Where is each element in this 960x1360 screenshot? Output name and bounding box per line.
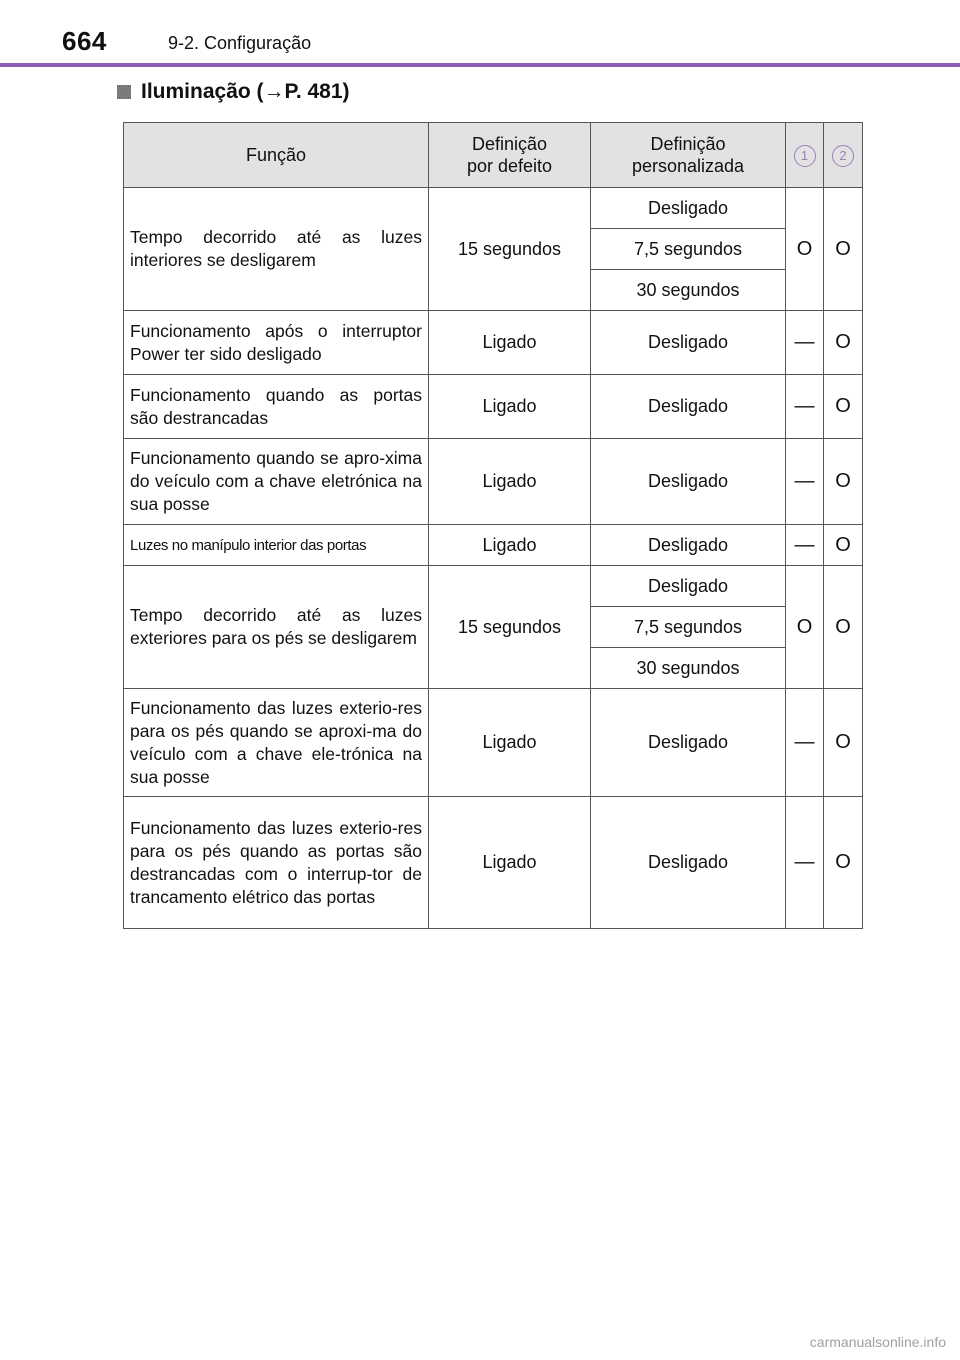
default-cell: Ligado — [429, 689, 591, 797]
function-cell: Funcionamento das luzes exterio-res para os pés quando se aproxi-ma do veículo com a chave ele-trónica na sua posse — [124, 689, 429, 797]
col2-mark: O — [824, 525, 863, 566]
section-heading — [117, 80, 350, 104]
function-cell: Tempo decorrido até as luzes exteriores para os pés se desligarem — [124, 566, 429, 689]
col2-mark: O — [824, 188, 863, 311]
table-row — [124, 797, 863, 929]
function-cell: Tempo decorrido até as luzes interiores se desligarem — [124, 188, 429, 311]
table-row — [124, 375, 863, 439]
default-cell: Ligado — [429, 311, 591, 375]
col2-mark: O — [824, 566, 863, 689]
col1-mark: — — [786, 375, 824, 439]
table-row — [124, 525, 863, 566]
square-bullet-icon — [117, 85, 131, 99]
col2-mark: O — [824, 797, 863, 929]
option-cell: Desligado — [591, 797, 786, 929]
option-cell: Desligado — [591, 525, 786, 566]
table-header-row — [124, 123, 863, 188]
option-cell: 30 segundos — [591, 270, 786, 311]
table-row — [124, 689, 863, 797]
page-number: 664 — [62, 26, 107, 56]
circled-two-icon: 2 — [832, 145, 854, 167]
col1-mark: — — [786, 525, 824, 566]
heading-text: Iluminação (→P. 481) — [141, 80, 350, 103]
col1-mark: — — [786, 311, 824, 375]
function-cell: Funcionamento das luzes exterio-res para os pés quando as portas são destrancadas com o interrup-tor de trancamento elétrico das portas — [124, 797, 429, 929]
option-cell: Desligado — [591, 689, 786, 797]
default-cell: Ligado — [429, 797, 591, 929]
col2-mark: O — [824, 311, 863, 375]
function-cell: Funcionamento quando se apro-xima do veículo com a chave eletrónica na sua posse — [124, 439, 429, 525]
option-cell: Desligado — [591, 439, 786, 525]
table-row — [124, 439, 863, 525]
option-cell: 30 segundos — [591, 648, 786, 689]
header-col2 — [824, 123, 863, 188]
option-cell: 7,5 segundos — [591, 229, 786, 270]
function-cell: Funcionamento após o interruptor Power ter sido desligado — [124, 311, 429, 375]
option-cell: 7,5 segundos — [591, 607, 786, 648]
settings-table — [123, 122, 863, 929]
col2-mark: O — [824, 439, 863, 525]
col2-mark: O — [824, 689, 863, 797]
footer-watermark: carmanualsonline.info — [809, 1334, 946, 1350]
header-function: Função — [124, 123, 429, 188]
col1-mark: O — [786, 566, 824, 689]
function-cell: Funcionamento quando as portas são destrancadas — [124, 375, 429, 439]
default-cell: 15 segundos — [429, 188, 591, 311]
page-header — [0, 0, 960, 70]
col1-mark: O — [786, 188, 824, 311]
table-row — [124, 311, 863, 375]
option-cell: Desligado — [591, 566, 786, 607]
header-default: Definição por defeito — [429, 123, 591, 188]
function-cell: Luzes no manípulo interior das portas — [124, 525, 429, 566]
default-cell: Ligado — [429, 375, 591, 439]
col2-mark: O — [824, 375, 863, 439]
circled-one-icon: 1 — [794, 145, 816, 167]
col1-mark: — — [786, 689, 824, 797]
option-cell: Desligado — [591, 375, 786, 439]
col1-mark: — — [786, 797, 824, 929]
table-row — [124, 566, 863, 607]
section-title: 9-2. Configuração — [168, 33, 312, 53]
default-cell: Ligado — [429, 525, 591, 566]
default-cell: 15 segundos — [429, 566, 591, 689]
table-row — [124, 188, 863, 229]
default-cell: Ligado — [429, 439, 591, 525]
col1-mark: — — [786, 439, 824, 525]
header-col1 — [786, 123, 824, 188]
option-cell: Desligado — [591, 311, 786, 375]
header-custom: Definição personalizada — [591, 123, 786, 188]
header-rule — [0, 63, 960, 67]
option-cell: Desligado — [591, 188, 786, 229]
